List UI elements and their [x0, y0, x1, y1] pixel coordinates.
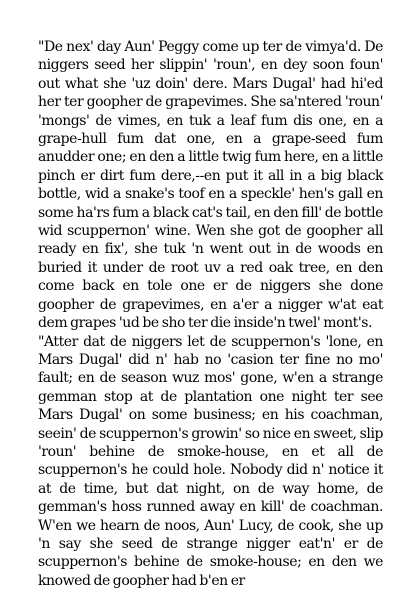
paragraph-2: "Atter dat de niggers let de scuppernon's 'lone, en Mars Dugal' did n' hab no 'casion ter fine no mo' fault; en de season wuz mos' gone, w'en a strange gemman stop at de plantation one night ter see Mars Dugal' on some business; en his coachman, seein' de scuppernon's growin' so nice en sweet, slip 'roun' behine de smoke-house, en et all de scuppernon's he could hole. Nobody did n' notice it at de time, but dat night, on de way home, de gemman's hoss runned away en kill' de coachman. W'en we hearn de noos, Aun' Lucy, de cook, she up 'n say she seed de strange nigger eat'n' er de scuppernon's behine de smoke-house; en den we knowed de goopher had b'en er	[38, 333, 383, 589]
text-body	[38, 38, 383, 590]
paragraph-1: "De nex' day Aun' Peggy come up ter de vimya'd. De niggers seed her slippin' 'roun', en dey soon foun' out what she 'uz doin' dere. Mars Dugal' had hi'ed her ter goopher de grapevimes. She sa'ntered 'roun' 'mongs' de vimes, en tuk a leaf fum dis one, en a grape-hull fum dat one, en a grape-seed fum anudder one; en den a little twig fum here, en a little pinch er dirt fum dere,--en put it all in a big black bottle, wid a snake's toof en a speckle' hen's gall en some ha'rs fum a black cat's tail, en den fill' de bottle wid scuppernon' wine. Wen she got de goopher all ready en fix', she tuk 'n went out in de woods en buried it under de root uv a red oak tree, en den come back en tole one er de niggers she done goopher de grapevimes, en a'er a nigger w'at eat dem grapes 'ud be sho ter die inside'n twel' mont's.	[38, 39, 383, 332]
